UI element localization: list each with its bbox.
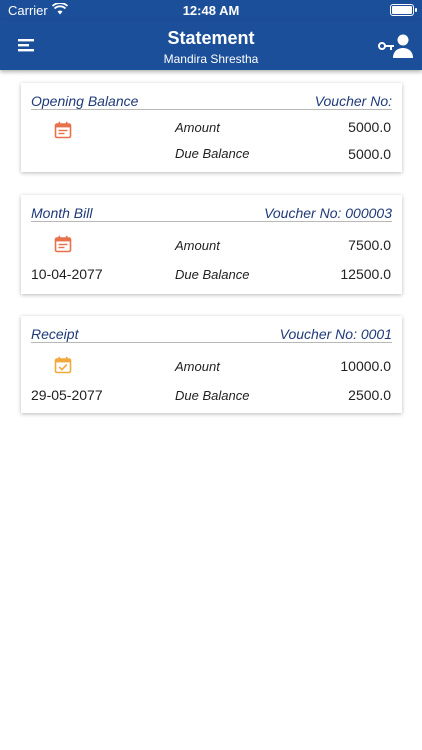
- card-header: [31, 202, 392, 222]
- due-balance-value: 5000.0: [348, 146, 391, 162]
- transaction-type: Opening Balance: [31, 93, 139, 109]
- user-key-icon: [378, 32, 414, 60]
- status-bar: [0, 0, 422, 20]
- calendar-icon: [54, 235, 72, 253]
- app-header: [0, 20, 422, 70]
- due-balance-label: Due Balance: [175, 388, 250, 403]
- due-balance-label: Due Balance: [175, 146, 250, 161]
- transaction-type: Month Bill: [31, 205, 93, 221]
- card-header: [31, 323, 392, 343]
- amount-label: Amount: [175, 359, 220, 374]
- page-subtitle: Mandira Shrestha: [163, 52, 259, 66]
- voucher-number: Voucher No:: [314, 93, 392, 109]
- user-key-button[interactable]: [378, 32, 414, 60]
- status-time: 12:48 AM: [182, 3, 240, 18]
- calendar-icon: [54, 121, 72, 139]
- calendar-check-icon: [54, 356, 72, 374]
- page-title: Statement: [167, 28, 255, 48]
- amount-label: Amount: [175, 238, 220, 253]
- transaction-date: 10-04-2077: [31, 266, 103, 282]
- voucher-number: Voucher No: 0001: [279, 326, 392, 342]
- amount-value: 7500.0: [348, 237, 391, 253]
- carrier-label: Carrier: [8, 3, 48, 18]
- transaction-type: Receipt: [31, 326, 79, 342]
- due-balance-value: 2500.0: [348, 387, 391, 403]
- statement-card[interactable]: [21, 316, 402, 413]
- card-header: [31, 90, 392, 110]
- battery-icon: [390, 4, 414, 16]
- amount-value: 5000.0: [348, 119, 391, 135]
- due-balance-label: Due Balance: [175, 267, 250, 282]
- due-balance-value: 12500.0: [340, 266, 391, 282]
- transaction-date: 29-05-2077: [31, 387, 103, 403]
- statement-card[interactable]: [21, 83, 402, 172]
- amount-label: Amount: [175, 120, 220, 135]
- statement-card[interactable]: [21, 195, 402, 294]
- voucher-number: Voucher No: 000003: [264, 205, 392, 221]
- amount-value: 10000.0: [340, 358, 391, 374]
